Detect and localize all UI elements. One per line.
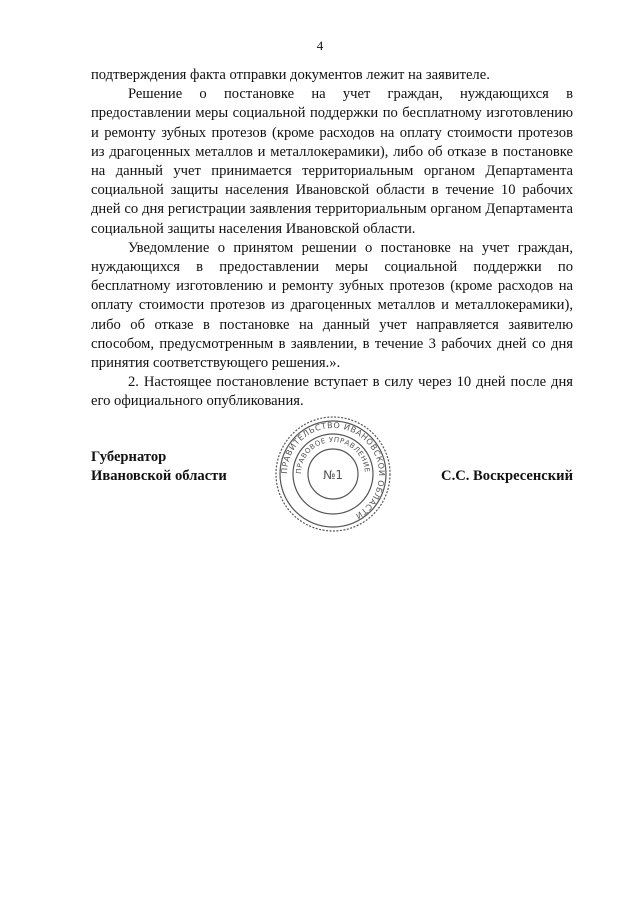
signatory-title [91, 448, 227, 486]
paragraph-effective-date: 2. Настоящее постановление вступает в силу через 10 дней после дня его официального опубликования. [91, 374, 573, 410]
seal-outer-text: ПРАВИТЕЛЬСТВО ИВАНОВСКОЙ ОБЛАСТИ [279, 420, 387, 521]
paragraph-notification: Уведомление о принятом решении о постановке на учет граждан, нуждающихся в предоставлении меры социальной поддержки по бесплатному изготовлению и ремонту зубных протезов (кроме расходов на оплату стоимости протезов из драгоценных металлов и металлокерамики), либо об отказе в постановке на данный учет направляется заявителю способом, предусмотренным в заявлении, в течение 3 рабочих дней со дня принятия соответствующего решения.». [91, 239, 573, 372]
signatory-title-line2: Ивановской области [91, 468, 227, 485]
paragraph-continuation: подтверждения факта отправки документов лежит на заявителе. [91, 67, 490, 83]
seal-inner-text: ПРАВОВОЕ УПРАВЛЕНИЕ [294, 435, 372, 475]
signatory-title-line1: Губернатор [91, 449, 167, 465]
page-number: 4 [316, 38, 324, 53]
paragraph-decision: Решение о постановке на учет граждан, нуждающихся в предоставлении меры социальной поддержки по бесплатному изготовлению и ремонту зубных протезов (кроме расходов на оплату стоимости протезов из драгоценных металлов и металлокерамики), либо об отказе в постановке на данный учет принимается территориальным органом Департамента социальной защиты населения Ивановской области в течение 10 рабочих дней со дня регистрации заявления территориальным органом Департамента социальной защиты населения Ивановской области. [91, 86, 573, 237]
document-body [91, 66, 573, 412]
seal-number: №1 [322, 468, 344, 482]
seal-graphic [273, 414, 393, 534]
official-seal [273, 414, 393, 534]
signatory-name: С.С. Воскресенский [441, 468, 573, 484]
